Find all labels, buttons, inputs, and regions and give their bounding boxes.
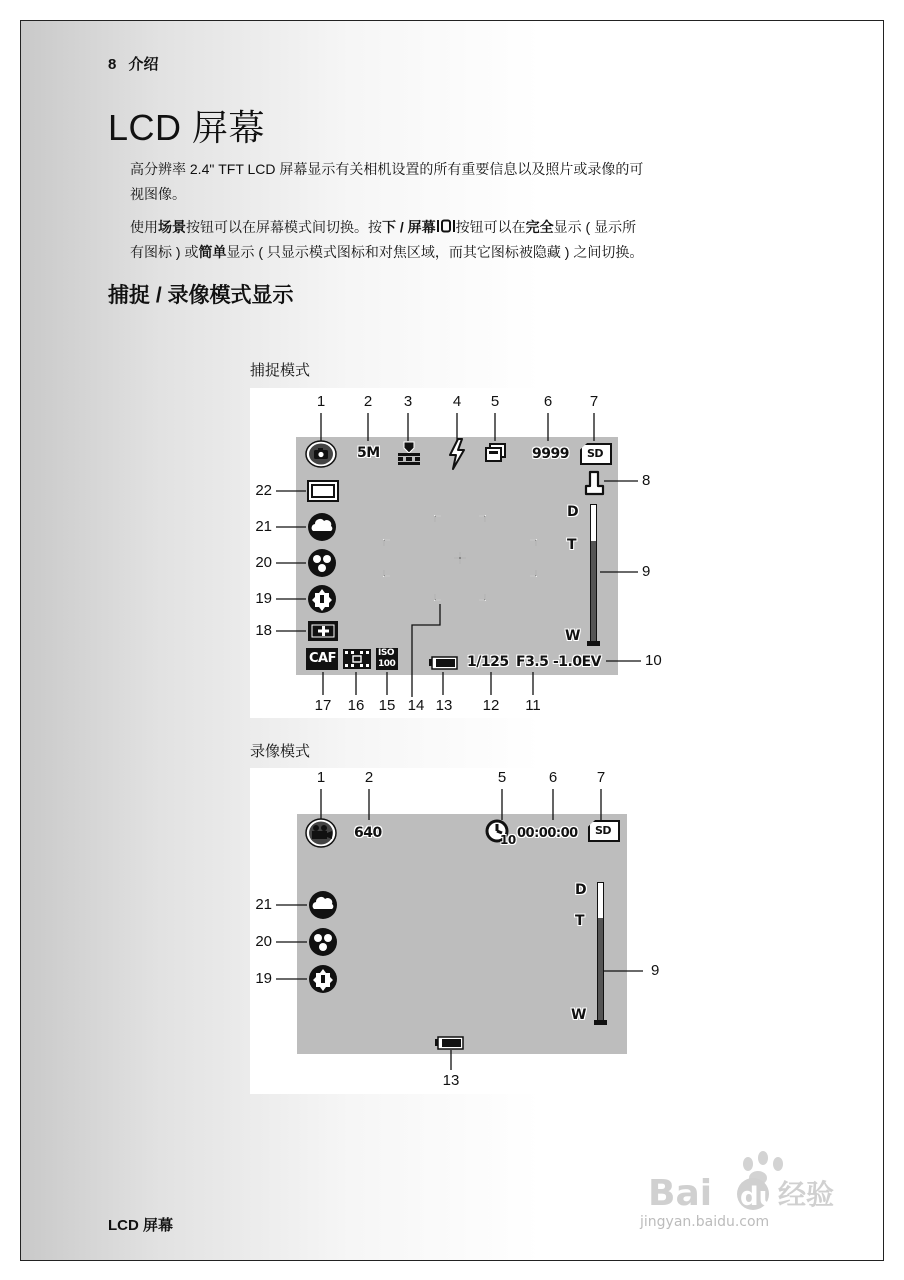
capture-callout-7: 7	[589, 393, 599, 410]
capture-callout-9: 9	[642, 563, 651, 580]
zoom-tele-label: T	[567, 537, 577, 553]
capture-callout-17: 17	[314, 697, 332, 714]
capture-callout-4: 4	[452, 393, 462, 410]
af-mode-label: CAF	[309, 651, 336, 666]
scene-keyword: 场景	[158, 219, 186, 235]
down-keyword: 下	[382, 219, 396, 235]
iso-value: 100	[378, 659, 396, 669]
video-callout-6: 6	[548, 769, 558, 786]
capture-callout-1: 1	[316, 393, 326, 410]
capture-callout-3: 3	[403, 393, 413, 410]
recording-time: 00:00:00	[517, 826, 578, 841]
capture-callout-5: 5	[490, 393, 500, 410]
capture-callout-19: 19	[255, 590, 272, 607]
video-callout-19: 19	[255, 970, 272, 987]
page-number: 8	[108, 56, 117, 73]
capture-callout-20: 20	[255, 554, 272, 571]
sd-card-label: SD	[587, 447, 604, 460]
video-resolution: 640	[354, 825, 382, 841]
shutter-speed: 1/125	[467, 654, 509, 670]
page-title: LCD 屏幕	[108, 107, 266, 148]
watermark-url: jingyan.baidu.com	[640, 1214, 770, 1230]
video-callout-1: 1	[316, 769, 326, 786]
capture-callout-18: 18	[255, 622, 272, 639]
capture-callout-21: 21	[255, 518, 272, 535]
svg-text:du: du	[740, 1182, 778, 1212]
footer-label: LCD 屏幕	[108, 1217, 173, 1234]
capture-callout-15: 15	[378, 697, 396, 714]
capture-callout-12: 12	[482, 697, 500, 714]
video-callout-20: 20	[255, 933, 272, 950]
intro-line-2: 视图像。	[130, 186, 186, 202]
capture-callout-2: 2	[363, 393, 373, 410]
video-zoom-wide-label: W	[571, 1007, 586, 1023]
video-callout-2: 2	[364, 769, 374, 786]
section-title: 捕捉 / 录像模式显示	[108, 284, 294, 307]
chapter-name: 介绍	[128, 56, 159, 73]
shots-remaining: 9999	[532, 446, 569, 462]
capture-callout-11: 11	[525, 697, 541, 714]
video-cloudy-wb-icon	[307, 890, 339, 920]
screen-keyword: 屏幕	[407, 219, 436, 235]
aperture-value: F3.5	[516, 654, 549, 670]
video-sharpness-icon	[307, 964, 339, 994]
svg-text:经验: 经验	[778, 1178, 835, 1211]
full-keyword: 完全	[525, 219, 554, 235]
resolution-badge: 5M	[357, 445, 380, 461]
ev-value: -1.0EV	[553, 654, 602, 670]
simple-keyword: 简单	[198, 244, 227, 260]
intro-line-1: 高分辨率 2.4" TFT LCD 屏幕显示有关相机设置的所有重要信息以及照片或录像的可	[130, 161, 644, 177]
capture-callout-10: 10	[645, 652, 662, 669]
self-timer-seconds: 10	[500, 833, 516, 847]
baidu-jingyan-watermark	[648, 1150, 868, 1220]
video-callout-5: 5	[497, 769, 507, 786]
video-mode-label: 录像模式	[250, 743, 311, 760]
capture-callout-13: 13	[435, 697, 453, 714]
capture-callout-14: 14	[407, 697, 425, 714]
capture-callout-16: 16	[347, 697, 365, 714]
mode-line-1: 使用场景按钮可以在屏幕模式间切换。按下 / 屏幕 按钮可以在完全显示 ( 显示所	[130, 219, 637, 235]
zoom-digital-label: D	[567, 504, 579, 520]
video-battery-icon	[434, 1036, 464, 1050]
video-callout-9: 9	[651, 962, 660, 979]
video-color-mode-icon	[307, 927, 339, 957]
zoom-wide-label: W	[565, 628, 580, 644]
video-zoom-tele-label: T	[575, 913, 585, 929]
capture-callout-22: 22	[255, 482, 272, 499]
video-sd-card-label: SD	[595, 824, 612, 837]
video-callout-7: 7	[596, 769, 606, 786]
capture-mode-label: 捕捉模式	[250, 362, 311, 379]
video-zoom-digital-label: D	[575, 882, 587, 898]
video-mode-icon	[305, 818, 337, 848]
video-callout-21: 21	[255, 896, 272, 913]
video-zoom-bar-handle	[594, 1020, 607, 1025]
capture-callout-6: 6	[543, 393, 553, 410]
mode-line-2: 有图标 ) 或简单显示 ( 只显示模式图标和对焦区域，而其它图标被隐藏 ) 之间切换。	[130, 244, 644, 260]
capture-callout-8: 8	[642, 472, 651, 489]
video-callout-13: 13	[442, 1072, 460, 1089]
svg-text:Bai: Bai	[648, 1173, 713, 1214]
video-zoom-bar-optical	[598, 918, 603, 1022]
iso-label: ISO	[378, 648, 394, 658]
